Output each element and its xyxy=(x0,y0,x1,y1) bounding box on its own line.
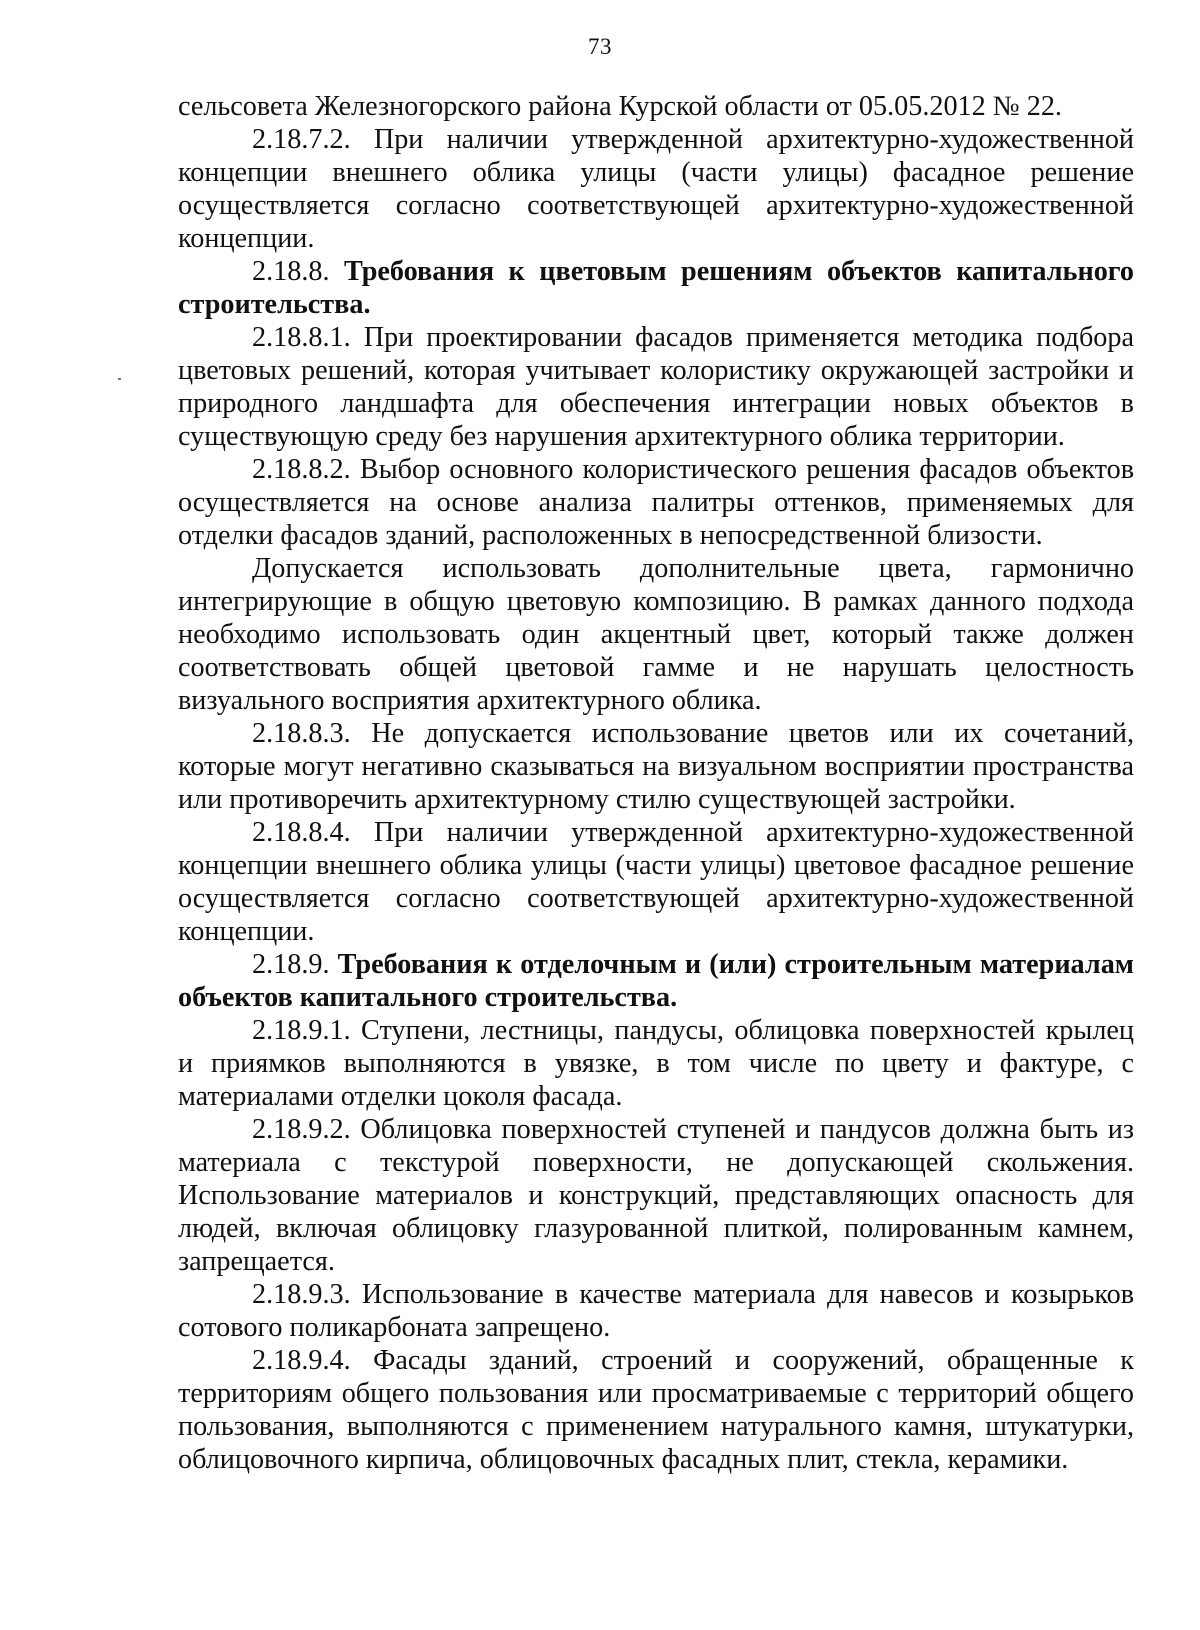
paragraph-2-18-7-2 xyxy=(178,123,1134,255)
clause-number: 2.18.8.2. xyxy=(252,454,351,485)
paragraph-text: Выбор основного колористического решения фасадов объектов осуществляется на основе анализа палитры оттенков, применяемых для отделки фасадов зданий, расположенных в непосредственной близости. xyxy=(178,454,1134,551)
paragraph-2-18-9-3 xyxy=(178,1278,1134,1344)
section-heading-2-18-8 xyxy=(178,255,1134,321)
paragraph-additional-colors xyxy=(178,552,1134,717)
scan-mark xyxy=(118,378,121,380)
paragraph-text: При проектировании фасадов применяется методика подбора цветовых решений, которая учитывает колористику окружающей застройки и природного ландшафта для обеспечения интеграции новых объектов в существующую среду без нарушения архитектурного облика территории. xyxy=(178,322,1134,452)
paragraph-text: При наличии утвержденной архитектурно-художественной концепции внешнего облика улицы (части улицы) цветовое фасадное решение осуществляется согласно соответствующей архитектурно-художественной концепции. xyxy=(178,817,1134,947)
section-heading-2-18-9 xyxy=(178,948,1134,1014)
paragraph-text: При наличии утвержденной архитектурно-художественной концепции внешнего облика улицы (части улицы) фасадное решение осуществляется согласно соответствующей архитектурно-художественной концепции. xyxy=(178,124,1134,254)
document-body xyxy=(178,90,1134,1476)
paragraph-text: Облицовка поверхностей ступеней и пандусов должна быть из материала с текстурой поверхности, не допускающей скольжения. Использование материалов и конструкций, представляющих опасность для людей, включая облицовку глазурованной плиткой, полированным камнем, запрещается. xyxy=(178,1114,1135,1277)
clause-number: 2.18.8.3. xyxy=(252,718,351,749)
clause-number: 2.18.9.3. xyxy=(252,1279,351,1310)
paragraph-2-18-8-3 xyxy=(178,717,1134,816)
clause-number: 2.18.9. xyxy=(252,949,330,980)
section-heading-text: Требования к отделочным и (или) строительным материалам объектов капитального строительства. xyxy=(178,949,1135,1013)
paragraph-2-18-8-4 xyxy=(178,816,1134,948)
clause-number: 2.18.8.1. xyxy=(252,322,351,353)
section-heading-text: Требования к цветовым решениям объектов капитального строительства. xyxy=(178,256,1134,320)
paragraph-2-18-9-2 xyxy=(178,1113,1134,1278)
paragraph-2-18-8-2 xyxy=(178,453,1134,552)
clause-number: 2.18.9.1. xyxy=(252,1015,351,1046)
paragraph-2-18-9-4 xyxy=(178,1344,1134,1476)
paragraph-text: Не допускается использование цветов или их сочетаний, которые могут негативно сказываться на визуальном восприятии пространства или противоречить архитектурному стилю существующей застройки. xyxy=(178,718,1135,815)
clause-number: 2.18.8.4. xyxy=(252,817,351,848)
page-number: 73 xyxy=(588,34,612,59)
clause-number: 2.18.8. xyxy=(252,256,330,287)
paragraph-2-18-9-1 xyxy=(178,1014,1134,1113)
paragraph-text: Допускается использовать дополнительные цвета, гармонично интегрирующие в общую цветовую композицию. В рамках данного подхода необходимо использовать один акцентный цвет, который также должен соответствовать общей цветовой гамме и не нарушать целостность визуального восприятия архитектурного облика. xyxy=(178,553,1134,716)
clause-number: 2.18.9.2. xyxy=(252,1114,351,1145)
paragraph-2-18-8-1 xyxy=(178,321,1134,453)
paragraph-continuation xyxy=(178,90,1134,123)
clause-number: 2.18.7.2. xyxy=(252,124,351,155)
paragraph-text: Ступени, лестницы, пандусы, облицовка поверхностей крылец и приямков выполняются в увязке, в том числе по цвету и фактуре, с материалами отделки цоколя фасада. xyxy=(178,1015,1135,1112)
paragraph-text: сельсовета Железногорского района Курской области от 05.05.2012 № 22. xyxy=(178,91,1062,122)
clause-number: 2.18.9.4. xyxy=(252,1345,351,1376)
paragraph-text: Фасады зданий, строений и сооружений, обращенные к территориям общего пользования или просматриваемые с территорий общего пользования, выполняются с применением натурального камня, штукатурки, облицовочного кирпича, облицовочных фасадных плит, стекла, керамики. xyxy=(178,1345,1134,1475)
paragraph-text: Использование в качестве материала для навесов и козырьков сотового поликарбоната запрещено. xyxy=(178,1279,1134,1343)
